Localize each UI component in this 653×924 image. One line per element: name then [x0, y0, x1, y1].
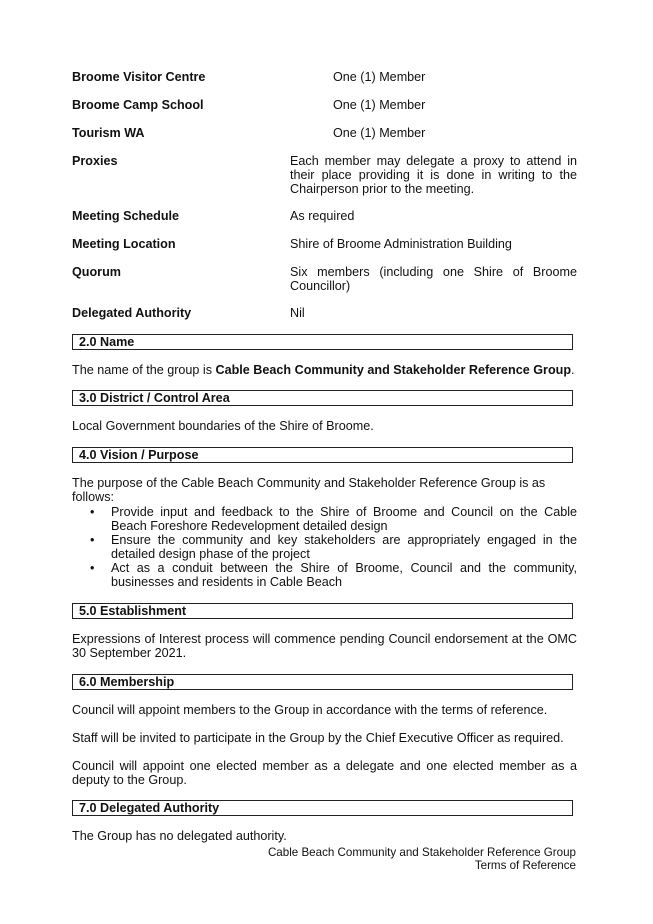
proxies-label: Proxies	[72, 154, 118, 168]
list-item	[72, 533, 577, 561]
bullet-icon: •	[90, 561, 95, 575]
membership-paragraph-2: Staff will be invited to participate in the Group by the Chief Executive Officer as required.	[72, 731, 564, 745]
section-heading-authority: 7.0 Delegated Authority	[72, 800, 573, 816]
list-item	[72, 505, 577, 533]
section-heading-vision: 4.0 Vision / Purpose	[72, 447, 573, 463]
quorum-label: Quorum	[72, 265, 121, 279]
name-paragraph	[72, 363, 577, 377]
authority-value: Nil	[290, 306, 305, 320]
bullet-text: Ensure the community and key stakeholders are appropriately engaged in the detailed design phase of the project	[111, 533, 577, 561]
vision-bullet-list	[72, 505, 577, 589]
member-label: Broome Camp School	[72, 98, 204, 112]
schedule-label: Meeting Schedule	[72, 209, 180, 223]
membership-paragraph-3: Council will appoint one elected member as a delegate and one elected member as a deputy to the Group.	[72, 759, 577, 787]
section-heading-establishment: 5.0 Establishment	[72, 603, 573, 619]
name-text-after: .	[571, 363, 575, 377]
membership-paragraph-1: Council will appoint members to the Group in accordance with the terms of reference.	[72, 703, 548, 717]
member-value: One (1) Member	[333, 98, 426, 112]
section-heading-district: 3.0 District / Control Area	[72, 390, 573, 406]
section-heading-name: 2.0 Name	[72, 334, 573, 350]
bullet-text: Provide input and feedback to the Shire of Broome and Council on the Cable Beach Foreshore Redevelopment detailed design	[111, 505, 577, 533]
authority-label: Delegated Authority	[72, 306, 192, 320]
vision-intro: The purpose of the Cable Beach Community and Stakeholder Reference Group is as follows:	[72, 476, 546, 504]
bullet-icon: •	[90, 533, 95, 547]
bullet-text: Act as a conduit between the Shire of Broome, Council and the community, businesses and residents in Cable Beach	[111, 561, 577, 589]
member-label: Broome Visitor Centre	[72, 70, 206, 84]
quorum-value: Six members (including one Shire of Broome Councillor)	[290, 265, 577, 293]
schedule-value: As required	[290, 209, 355, 223]
member-label: Tourism WA	[72, 126, 145, 140]
location-value: Shire of Broome Administration Building	[290, 237, 512, 251]
district-paragraph: Local Government boundaries of the Shire of Broome.	[72, 419, 374, 433]
proxies-value: Each member may delegate a proxy to attend in their place providing it is done in writing to the Chairperson prior to the meeting.	[290, 154, 577, 196]
footer-line-1: Cable Beach Community and Stakeholder Reference Group	[267, 846, 576, 859]
authority-paragraph: The Group has no delegated authority.	[72, 829, 287, 843]
member-value: One (1) Member	[333, 126, 426, 140]
member-value: One (1) Member	[333, 70, 426, 84]
section-heading-membership: 6.0 Membership	[72, 674, 573, 690]
name-text-before: The name of the group is	[72, 363, 216, 377]
page-footer	[268, 846, 576, 872]
group-name: Cable Beach Community and Stakeholder Reference Group	[215, 363, 572, 377]
establishment-paragraph: Expressions of Interest process will commence pending Council endorsement at the OMC 30 September 2021.	[72, 632, 577, 660]
location-label: Meeting Location	[72, 237, 176, 251]
footer-line-2: Terms of Reference	[474, 859, 576, 872]
bullet-icon: •	[90, 505, 95, 519]
list-item	[72, 561, 577, 589]
